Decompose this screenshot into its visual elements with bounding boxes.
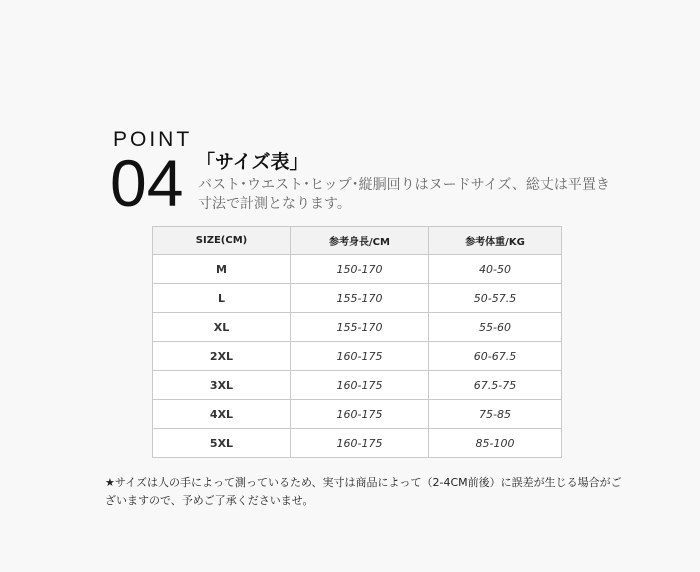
- cell-height: 155-170: [291, 284, 429, 313]
- table-row: [153, 255, 562, 284]
- cell-height: 150-170: [291, 255, 429, 284]
- cell-size: XL: [153, 313, 291, 342]
- cell-weight: 75-85: [429, 400, 562, 429]
- table-row: [153, 400, 562, 429]
- size-disclaimer: ★サイズは人の手によって測っているため、実寸は商品によって（2-4CM前後）に誤差が生じる場合がございますので、予めご了承くださいませ。: [105, 476, 622, 507]
- cell-height: 160-175: [291, 342, 429, 371]
- cell-weight: 60-67.5: [429, 342, 562, 371]
- table-row: [153, 371, 562, 400]
- cell-size: 4XL: [153, 400, 291, 429]
- header-weight: 参考体重/KG: [429, 227, 562, 255]
- cell-height: 160-175: [291, 371, 429, 400]
- header-size: SIZE(CM): [153, 227, 291, 255]
- cell-size: M: [153, 255, 291, 284]
- cell-size: 5XL: [153, 429, 291, 458]
- table-row: [153, 342, 562, 371]
- cell-height: 155-170: [291, 313, 429, 342]
- point-number: 04: [110, 146, 184, 220]
- header-height: 参考身長/CM: [291, 227, 429, 255]
- cell-weight: 67.5-75: [429, 371, 562, 400]
- cell-weight: 50-57.5: [429, 284, 562, 313]
- cell-size: 2XL: [153, 342, 291, 371]
- table-row: [153, 313, 562, 342]
- cell-height: 160-175: [291, 400, 429, 429]
- section-description: バスト･ウエスト･ヒップ･縦胴回りはヌードサイズ、総丈は平置き寸法で計測となります。: [198, 177, 610, 212]
- cell-size: L: [153, 284, 291, 313]
- cell-weight: 55-60: [429, 313, 562, 342]
- section-heading: 「サイズ表」: [196, 151, 309, 173]
- cell-weight: 85-100: [429, 429, 562, 458]
- table-row: [153, 429, 562, 458]
- cell-weight: 40-50: [429, 255, 562, 284]
- table-row: [153, 284, 562, 313]
- cell-height: 160-175: [291, 429, 429, 458]
- point-label: POINT: [113, 128, 193, 151]
- size-table: [152, 226, 562, 458]
- cell-size: 3XL: [153, 371, 291, 400]
- table-header-row: [153, 227, 562, 255]
